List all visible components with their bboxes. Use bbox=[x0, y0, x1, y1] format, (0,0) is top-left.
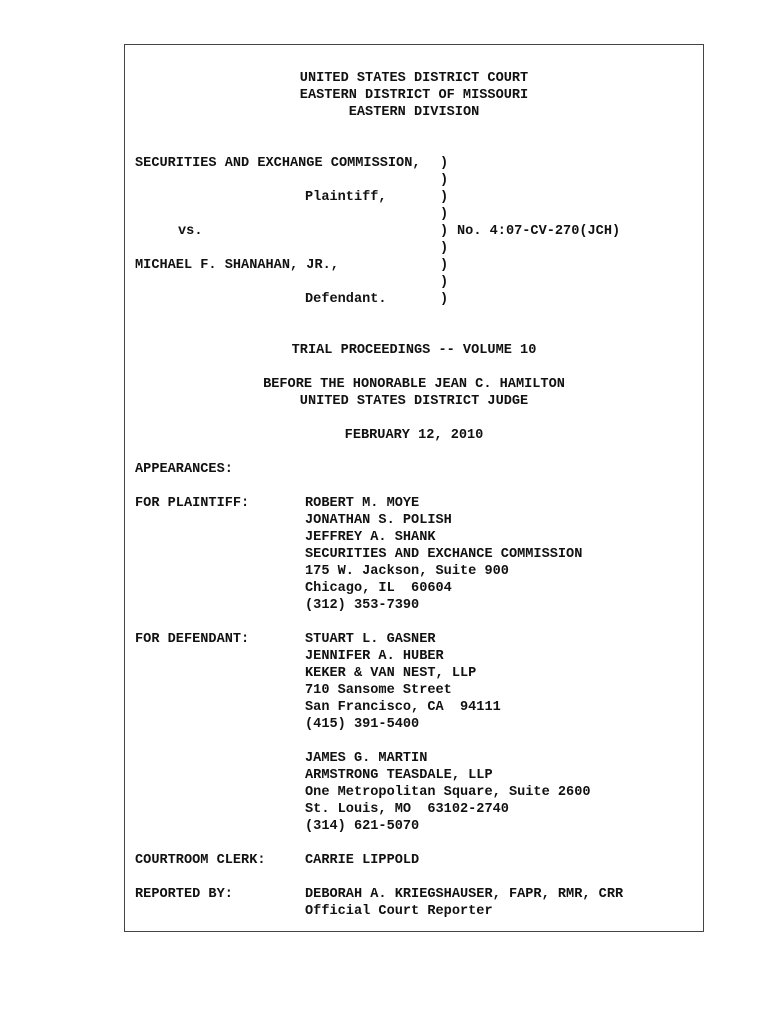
proceedings-title: TRIAL PROCEEDINGS -- VOLUME 10 bbox=[291, 343, 537, 358]
court-district: EASTERN DISTRICT OF MISSOURI bbox=[299, 88, 529, 103]
defendant-counsel-line: St. Louis, MO 63102-2740 bbox=[305, 802, 509, 817]
court-division: EASTERN DIVISION bbox=[348, 105, 480, 120]
defendant-counsel-line: STUART L. GASNER bbox=[305, 632, 436, 647]
reporter-title: Official Court Reporter bbox=[305, 904, 493, 919]
clerk-label: COURTROOM CLERK: bbox=[135, 853, 266, 868]
court-name: UNITED STATES DISTRICT COURT bbox=[299, 71, 529, 86]
defendant-role: Defendant. bbox=[305, 292, 387, 307]
reporter-label: REPORTED BY: bbox=[135, 887, 233, 902]
versus-label: vs. bbox=[178, 224, 203, 239]
plaintiff-counsel-line: JEFFREY A. SHANK bbox=[305, 530, 436, 545]
clerk-name: CARRIE LIPPOLD bbox=[305, 853, 420, 868]
plaintiff-counsel-label: FOR PLAINTIFF: bbox=[135, 496, 250, 511]
judge-line-1: BEFORE THE HONORABLE JEAN C. HAMILTON bbox=[263, 377, 565, 392]
defendant-counsel-line: One Metropolitan Square, Suite 2600 bbox=[305, 785, 591, 800]
defendant-counsel-line: (415) 391-5400 bbox=[305, 717, 420, 732]
plaintiff-counsel-line: 175 W. Jackson, Suite 900 bbox=[305, 564, 509, 579]
plaintiff-counsel-line: (312) 353-7390 bbox=[305, 598, 420, 613]
caption-bracket: ) bbox=[440, 156, 449, 171]
caption-bracket: ) bbox=[440, 292, 449, 307]
judge-line-2: UNITED STATES DISTRICT JUDGE bbox=[299, 394, 529, 409]
plaintiff-counsel-line: SECURITIES AND EXCHANCE COMMISSION bbox=[305, 547, 583, 562]
caption-bracket: ) bbox=[440, 190, 449, 205]
defendant-counsel-line: ARMSTRONG TEASDALE, LLP bbox=[305, 768, 493, 783]
plaintiff-name: SECURITIES AND EXCHANGE COMMISSION, bbox=[135, 156, 421, 171]
plaintiff-counsel-line: ROBERT M. MOYE bbox=[305, 496, 420, 511]
hearing-date: FEBRUARY 12, 2010 bbox=[344, 428, 484, 443]
plaintiff-counsel-line: JONATHAN S. POLISH bbox=[305, 513, 452, 528]
defendant-counsel-line: JENNIFER A. HUBER bbox=[305, 649, 444, 664]
defendant-counsel-line: KEKER & VAN NEST, LLP bbox=[305, 666, 477, 681]
defendant-counsel-line: 710 Sansome Street bbox=[305, 683, 452, 698]
plaintiff-counsel-line: Chicago, IL 60604 bbox=[305, 581, 452, 596]
plaintiff-role: Plaintiff, bbox=[305, 190, 387, 205]
defendant-name: MICHAEL F. SHANAHAN, JR., bbox=[135, 258, 339, 273]
caption-bracket: ) bbox=[440, 258, 449, 273]
caption-bracket: ) bbox=[440, 275, 449, 290]
defendant-counsel-line: JAMES G. MARTIN bbox=[305, 751, 428, 766]
defendant-counsel-line: (314) 621-5070 bbox=[305, 819, 420, 834]
caption-bracket: ) bbox=[440, 173, 449, 188]
reporter-name: DEBORAH A. KRIEGSHAUSER, FAPR, RMR, CRR bbox=[305, 887, 624, 902]
caption-bracket: ) bbox=[440, 207, 449, 222]
appearances-heading: APPEARANCES: bbox=[135, 462, 233, 477]
caption-bracket: ) bbox=[440, 241, 449, 256]
case-number: No. 4:07-CV-270(JCH) bbox=[457, 224, 621, 239]
caption-bracket: ) bbox=[440, 224, 449, 239]
defendant-counsel-label: FOR DEFENDANT: bbox=[135, 632, 250, 647]
defendant-counsel-line: San Francisco, CA 94111 bbox=[305, 700, 501, 715]
